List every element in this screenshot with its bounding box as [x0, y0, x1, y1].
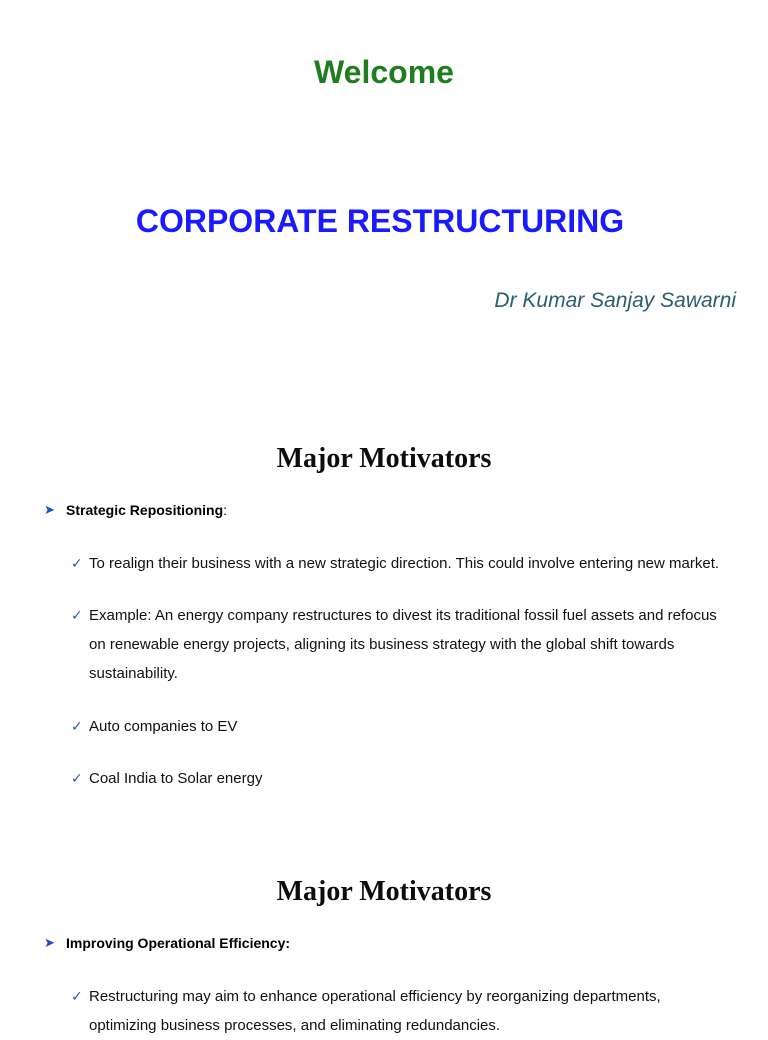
presentation-title: CORPORATE RESTRUCTURING	[135, 203, 625, 239]
section-title: Major Motivators	[276, 876, 492, 907]
checkmark-icon: ✓	[71, 988, 83, 1004]
checkmark-icon: ✓	[71, 718, 83, 734]
section-heading	[44, 500, 227, 520]
list-item-text: Example: An energy company restructures to divest its traditional fossil fuel assets and refocus on renewable energy projects, aligning its business strategy with the global shift towards sustainability.	[89, 607, 717, 682]
welcome-heading: Welcome	[314, 54, 454, 90]
list-item-text: Auto companies to EV	[89, 718, 238, 735]
section-title: Major Motivators	[276, 443, 492, 474]
arrow-bullet-icon: ➤	[44, 935, 55, 950]
checkmark-icon: ✓	[71, 607, 83, 623]
list-item-text: Restructuring may aim to enhance operational efficiency by reorganizing departments, optimizing business processes, and eliminating redundancies.	[89, 988, 661, 1034]
checkmark-icon: ✓	[71, 555, 83, 571]
section-heading-colon: :	[223, 502, 228, 518]
list-item	[71, 712, 731, 741]
checkmark-icon: ✓	[71, 770, 83, 786]
section-heading-label: Improving Operational Efficiency:	[66, 935, 291, 951]
list-item	[71, 982, 731, 1040]
list-item-text: Coal India to Solar energy	[89, 770, 263, 787]
list-item	[71, 764, 731, 793]
author-name: Dr Kumar Sanjay Sawarni	[494, 289, 736, 312]
section-heading-label: Strategic Repositioning	[66, 502, 224, 518]
list-item-text: To realign their business with a new strategic direction. This could involve entering new market.	[89, 555, 720, 572]
arrow-bullet-icon: ➤	[44, 502, 55, 517]
section-heading	[44, 933, 290, 953]
list-item	[71, 549, 731, 578]
list-item	[71, 601, 731, 688]
